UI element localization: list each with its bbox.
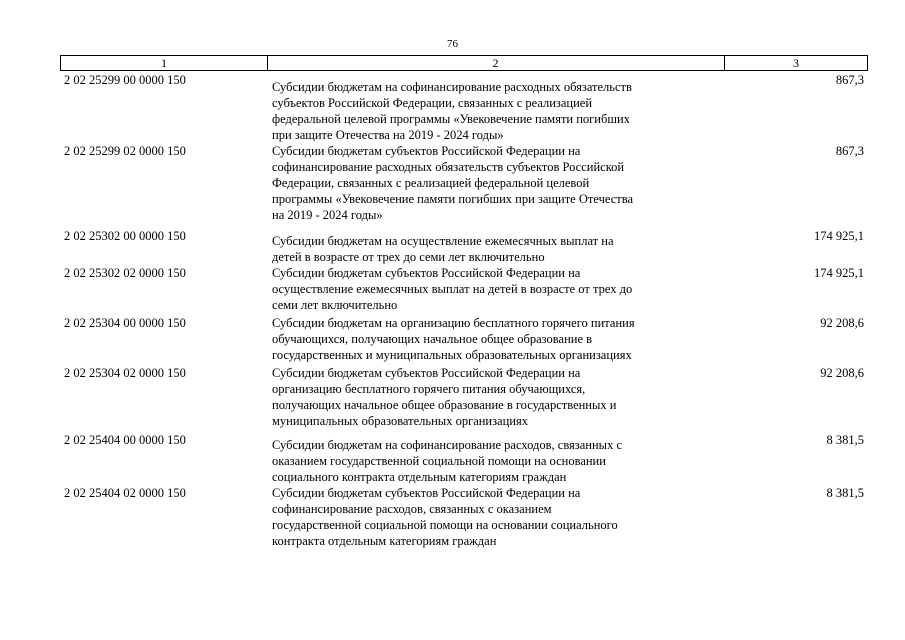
description-line: Субсидии бюджетам субъектов Российской Федерации на: [272, 486, 581, 500]
description-line: Субсидии бюджетам на организацию бесплатного горячего питания: [272, 316, 635, 330]
header-col-1: 1: [61, 56, 268, 70]
row-description: [272, 72, 728, 143]
row-description: [272, 485, 728, 549]
header-col-3: 3: [793, 56, 799, 70]
table-row: [60, 265, 868, 313]
amount: 8 381,5: [826, 486, 864, 500]
table-header: [60, 55, 868, 71]
budget-code: 2 02 25299 00 0000 150: [64, 73, 186, 87]
amount: 92 208,6: [820, 366, 864, 380]
description-line: Субсидии бюджетам на софинансирование расходов, связанных с: [272, 438, 622, 452]
header-col-2: 2: [267, 56, 725, 70]
budget-code: 2 02 25304 02 0000 150: [64, 366, 186, 380]
table-row: [60, 315, 868, 363]
amount: 92 208,6: [820, 316, 864, 330]
row-description: [272, 228, 728, 265]
description-line: обучающихся, получающих начальное общее образование в: [272, 332, 593, 346]
description-line: государственной социальной помощи на основании социального: [272, 518, 618, 532]
description-line: контракта отдельным категориям граждан: [272, 534, 497, 548]
description-line: Субсидии бюджетам субъектов Российской Федерации на: [272, 144, 581, 158]
budget-code: 2 02 25299 02 0000 150: [64, 144, 186, 158]
budget-code: 2 02 25302 00 0000 150: [64, 229, 186, 243]
row-description: [272, 365, 728, 429]
description-line: софинансирование расходов, связанных с оказанием: [272, 502, 552, 516]
description-line: Субсидии бюджетам субъектов Российской Федерации на: [272, 266, 581, 280]
amount: 8 381,5: [826, 433, 864, 447]
description-line: при защите Отечества на 2019 - 2024 годы»: [272, 128, 504, 142]
description-line: Федерации, связанных с реализацией федеральной целевой: [272, 176, 590, 190]
budget-code: 2 02 25404 02 0000 150: [64, 486, 186, 500]
table-row: [60, 365, 868, 429]
description-line: программы «Увековечение памяти погибших при защите Отечества: [272, 192, 634, 206]
table-row: [60, 228, 868, 265]
row-description: [272, 315, 728, 363]
row-description: [272, 432, 728, 485]
description-line: Субсидии бюджетам на осуществление ежемесячных выплат на: [272, 234, 614, 248]
amount: 174 925,1: [814, 266, 864, 280]
description-line: организацию бесплатного горячего питания обучающихся,: [272, 382, 586, 396]
description-line: на 2019 - 2024 годы»: [272, 208, 383, 222]
amount: 174 925,1: [814, 229, 864, 243]
table-body: [60, 72, 868, 549]
budget-code: 2 02 25304 00 0000 150: [64, 316, 186, 330]
budget-code: 2 02 25302 02 0000 150: [64, 266, 186, 280]
description-line: субъектов Российской Федерации, связанных с реализацией: [272, 96, 593, 110]
amount: 867,3: [835, 73, 864, 87]
row-description: [272, 143, 728, 223]
description-line: получающих начальное общее образование в государственных и: [272, 398, 617, 412]
description-line: Субсидии бюджетам на софинансирование расходных обязательств: [272, 80, 632, 94]
table-row: [60, 143, 868, 223]
description-line: оказанием государственной социальной помощи на основании: [272, 454, 606, 468]
description-line: осуществление ежемесячных выплат на детей в возрасте от трех до: [272, 282, 633, 296]
budget-code: 2 02 25404 00 0000 150: [64, 433, 186, 447]
description-line: федеральной целевой программы «Увековечение памяти погибших: [272, 112, 630, 126]
amount: 867,3: [835, 144, 864, 158]
description-line: детей в возрасте от трех до семи лет включительно: [272, 250, 545, 264]
table-row: [60, 432, 868, 485]
description-line: государственных и муниципальных образовательных организациях: [272, 348, 632, 362]
description-line: Субсидии бюджетам субъектов Российской Федерации на: [272, 366, 581, 380]
description-line: социального контракта отдельным категориям граждан: [272, 470, 567, 484]
description-line: софинансирование расходных обязательств субъектов Российской: [272, 160, 625, 174]
description-line: муниципальных образовательных организациях: [272, 414, 528, 428]
table-row: [60, 485, 868, 549]
description-line: семи лет включительно: [272, 298, 398, 312]
table-row: [60, 72, 868, 143]
page-number: 76: [447, 38, 458, 50]
row-description: [272, 265, 728, 313]
